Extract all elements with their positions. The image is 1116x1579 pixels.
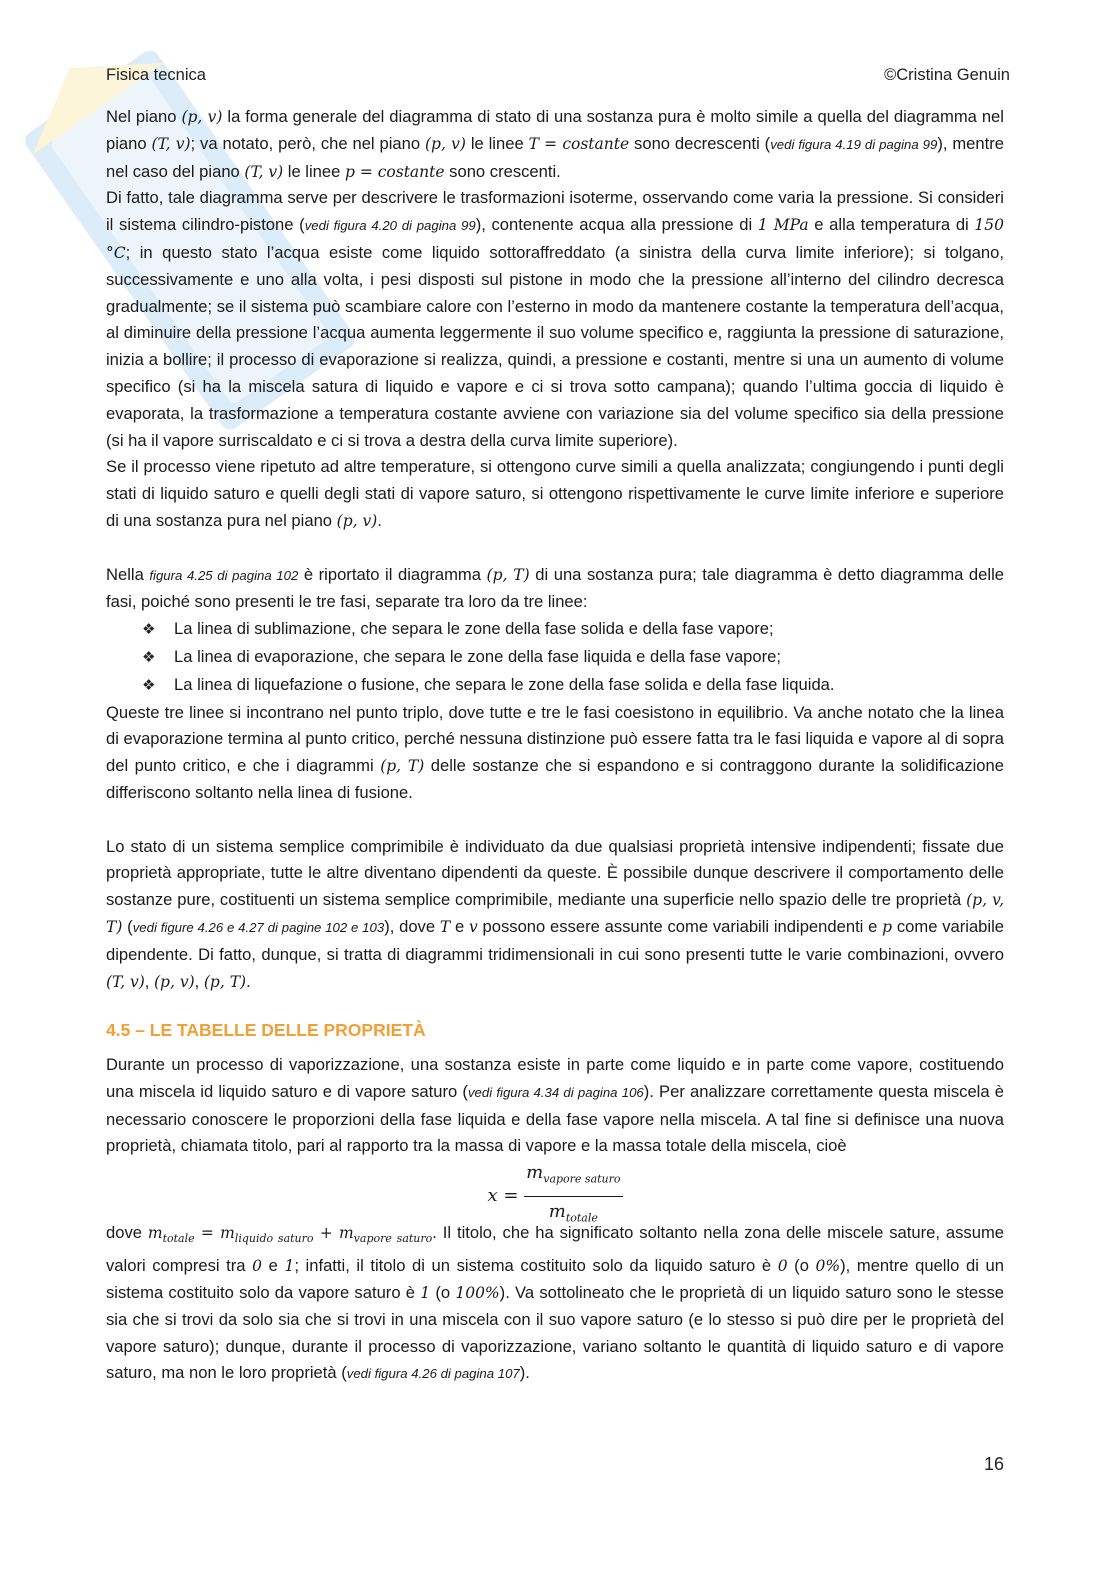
diamond-bullet-icon: ❖ xyxy=(142,676,156,694)
paragraph: Durante un processo di vaporizzazione, una sostanza esiste in parte come liquido e in parte come vapore, costituendo una miscela id liquido saturo e di vapore saturo (vedi figura 4.34 di pagina 106). Per analizzare correttamente questa miscela è necessario conoscere le proporzioni della fase liquida e della fase vapore nella miscela. A tal fine si definisce una nuova proprietà, chiamata titolo, pari al rapporto tra la massa di vapore e la massa totale della miscela, cioè xyxy=(106,1055,1004,1156)
paragraph: dove $m_{totale} = m_{liquido saturo} + m_{vapore saturo}$. Il titolo, che ha significato soltanto nella zona delle miscele sature, assume valori compresi tra 0 e 1; infatti, il titolo di un sistema costituito solo da liquido saturo è 0 (o 0%), mentre quello di un sistema costituito solo da vapore saturo è 1 (o 100%). Va sottolineato che le proprietà di un liquido saturo sono le stesse sia che si trovi da solo sia che si trovi in una miscela con il suo vapore saturo (e lo stesso si può dire per le proprietà del vapore saturo); dunque, durante il processo di vaporizzazione, variano soltanto le quantità di liquido saturo e di vapore saturo, ma non le loro proprietà (vedi figura 4.26 di pagina 107). xyxy=(106,1223,1004,1383)
header-author: ©Cristina Genuin xyxy=(884,66,1010,84)
page-header xyxy=(106,66,1010,85)
figure-reference: vedi figura 4.20 di pagina 99 xyxy=(304,218,476,234)
figure-reference: vedi figure 4.26 e 4.27 di pagine 102 e 103 xyxy=(132,919,385,935)
paragraph: Se il processo viene ripetuto ad altre temperature, si ottengono curve simili a quella analizzata; congiungendo i punti degli stati di liquido saturo e quelli degli stati di vapore saturo, si ottengono rispettivamente le curve limite inferiore e superiore di una sostanza pura nel piano (p, v). xyxy=(106,457,1004,530)
list-item: ❖ La linea di evaporazione, che separa le zone della fase liquida e della fase vapore; xyxy=(142,644,1004,672)
paragraph: Lo stato di un sistema semplice comprimibile è individuato da due qualsiasi proprietà intensive indipendenti; fissate due proprietà appropriate, tutte le altre diventano dipendenti da queste. È possibile dunque descrivere il comportamento delle sostanze pure, costituenti un sistema semplice comprimibile, mediante una superficie nello spazio delle tre proprietà (p, v, T) (vedi figure 4.26 e 4.27 di pagine 102 e 103), dove T e v possono essere assunte come variabili indipendenti e p come variabile dipendente. Di fatto, dunque, si tratta di diagrammi tridimensionali in cui sono presenti tutte le varie combinazioni, ovvero (T, v), (p, v), (p, T). xyxy=(106,836,1005,991)
list-item: ❖ La linea di sublimazione, che separa le zone della fase solida e della fase vapore; xyxy=(142,616,1004,644)
diamond-bullet-icon: ❖ xyxy=(142,621,156,639)
paragraph: Nella figura 4.25 di pagina 102 è riportato il diagramma (p, T) di una sostanza pura; tale diagramma è detto diagramma delle fasi, poiché sono presenti le tre fasi, separate tra loro da tre linee: xyxy=(106,564,1004,612)
figure-reference: figura 4.25 di pagina 102 xyxy=(149,567,299,583)
section-heading: 4.5 – LE TABELLE DELLE PROPRIETÀ xyxy=(106,1020,426,1041)
list-item: ❖ La linea di liquefazione o fusione, che separa le zone della fase solida e della fase liquida. xyxy=(142,672,1004,700)
page-body xyxy=(106,104,1004,1388)
title-formula: x = $\frac{m_{vapore saturo}}{m_{totale}}$ xyxy=(487,1162,621,1225)
figure-reference: vedi figura 4.26 di pagina 107 xyxy=(346,1366,520,1382)
paragraph: Queste tre linee si incontrano nel punto triplo, dove tutte e tre le fasi coesistono in equilibrio. Va anche notato che la linea di evaporazione termina al punto critico, perché nessuna distinzione può essere fatta tra le fasi liquida e vapore al di sopra del punto critico, e che i diagrammi (p, T) delle sostanze che si espandono e si contraggono durante la solidificazione differiscono soltanto nella linea di fusione. xyxy=(106,702,1004,802)
page-number: 16 xyxy=(983,1454,1004,1474)
paragraph: Nel piano (p, v) la forma generale del diagramma di stato di una sostanza pura è molto simile a quella del diagramma nel piano (T, v); va notato, però, che nel piano (p, v) le linee T = costante sono decrescenti (vedi figura 4.19 di pagina 99), mentre nel caso del piano (T, v) le linee p = costante sono crescenti. xyxy=(106,107,1004,181)
figure-reference: vedi figura 4.19 di pagina 99 xyxy=(770,136,938,152)
bullet-list xyxy=(106,616,1004,699)
paragraph: Di fatto, tale diagramma serve per descrivere le trasformazioni isoterme, osservando come varia la pressione. Si consideri il sistema cilindro-pistone (vedi figura 4.20 di pagina 99), contenente acqua alla pressione di 1 MPa e alla temperatura di 150 °C; in questo stato l’acqua esiste come liquido sottoraffreddato (a sinistra della curva limite inferiore); si tolgano, successivamente e uno alla volta, i pesi disposti sul pistone in modo che la pressione all’interno del cilindro decresca gradualmente; se il sistema può scambiare calore con l’esterno in modo da mantenere costante la temperatura dell’acqua, al diminuire della pressione l’acqua aumenta leggermente il suo volume specifico e, raggiunta la pressione di saturazione, inizia a bollire; il processo di evaporazione si realizza, quindi, a pressione e costanti, mentre si una un aumento di volume specifico (si ha la miscela satura di liquido e vapore e ci si trova sotto campana); quando l’ultima goccia di liquido è evaporata, la trasformazione a temperatura costante avviene con variazione sia del volume specifico sia della pressione (si ha il vapore surriscaldato e ci si trova a destra della curva limite superiore). xyxy=(106,188,1005,450)
diamond-bullet-icon: ❖ xyxy=(142,648,156,666)
header-title: Fisica tecnica xyxy=(106,66,206,84)
figure-reference: vedi figura 4.34 di pagina 106 xyxy=(467,1084,644,1100)
